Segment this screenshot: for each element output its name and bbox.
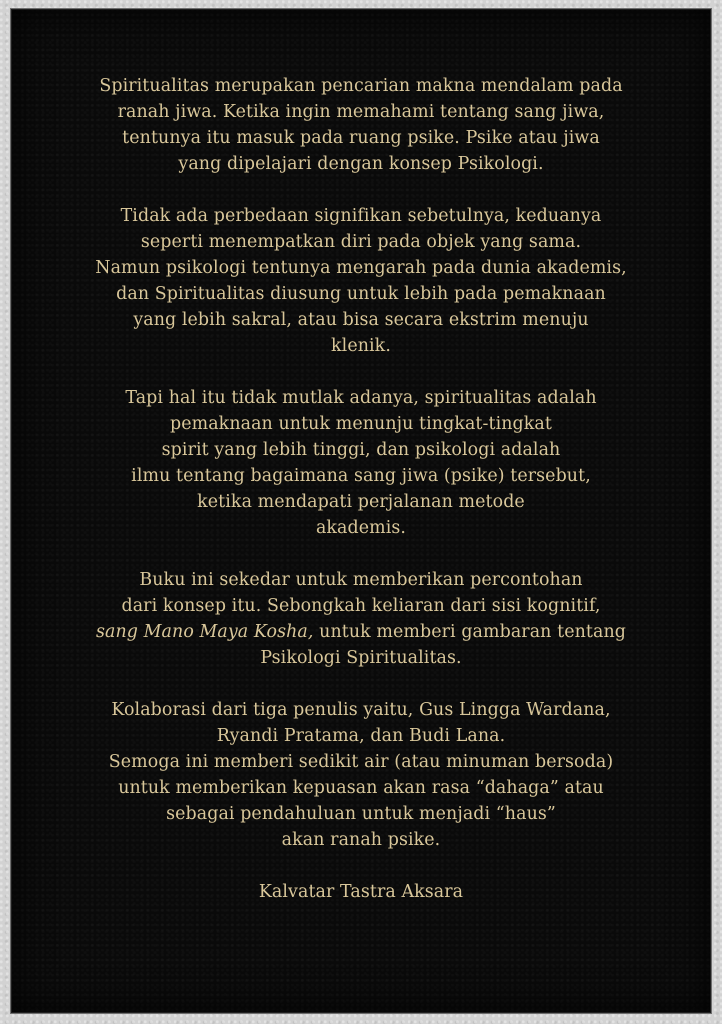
text-line-mixed <box>11 619 711 645</box>
text-line: akademis. <box>315 518 407 538</box>
author-name: Kalvatar Tastra Aksara <box>258 882 464 902</box>
paragraph-3 <box>11 385 711 541</box>
text-line: pemaknaan untuk menunju tingkat-tingkat <box>170 414 552 434</box>
italic-title: sang Mano Maya Kosha, <box>95 622 314 642</box>
back-cover <box>10 8 712 1014</box>
text-line: ilmu tentang bagaimana sang jiwa (psike) tersebut, <box>131 466 591 486</box>
text-line: yang lebih sakral, atau bisa secara ekstrim menuju <box>133 310 589 330</box>
blurb-text <box>11 73 711 931</box>
text-line: tentunya itu masuk pada ruang psike. Psike atau jiwa <box>122 128 600 148</box>
text-line: Tidak ada perbedaan signifikan sebetulnya, keduanya <box>120 206 602 226</box>
text-line: seperti menempatkan diri pada objek yang sama. <box>140 232 582 252</box>
text-segment: untuk memberi gambaran tentang <box>313 622 626 642</box>
text-line: akan ranah psike. <box>281 830 441 850</box>
text-line: untuk memberikan kepuasan akan rasa “dahaga” atau <box>118 778 604 798</box>
text-line: klenik. <box>331 336 391 356</box>
text-line: Buku ini sekedar untuk memberikan percontohan <box>139 570 583 590</box>
paragraph-1 <box>11 73 711 177</box>
text-line: Namun psikologi tentunya mengarah pada dunia akademis, <box>95 258 627 278</box>
text-line: spirit yang lebih tinggi, dan psikologi adalah <box>161 440 561 460</box>
text-line: Spiritualitas merupakan pencarian makna mendalam pada <box>99 76 623 96</box>
text-line: dari konsep itu. Sebongkah keliaran dari sisi kognitif, <box>121 596 601 616</box>
text-line: Kolaborasi dari tiga penulis yaitu, Gus Lingga Wardana, <box>111 700 611 720</box>
text-line: Ryandi Pratama, dan Budi Lana. <box>216 726 506 746</box>
text-line: ranah jiwa. Ketika ingin memahami tentang sang jiwa, <box>117 102 605 122</box>
signature <box>11 879 711 905</box>
text-line: Semoga ini memberi sedikit air (atau minuman bersoda) <box>108 752 614 772</box>
paragraph-2 <box>11 203 711 359</box>
paragraph-4 <box>11 567 711 671</box>
text-line: dan Spiritualitas diusung untuk lebih pada pemaknaan <box>116 284 606 304</box>
text-line: sebagai pendahuluan untuk menjadi “haus” <box>166 804 556 824</box>
paragraph-5 <box>11 697 711 853</box>
text-line: yang dipelajari dengan konsep Psikologi. <box>178 154 544 174</box>
text-line: ketika mendapati perjalanan metode <box>197 492 525 512</box>
text-line: Tapi hal itu tidak mutlak adanya, spiritualitas adalah <box>125 388 597 408</box>
text-line: Psikologi Spiritualitas. <box>260 648 462 668</box>
